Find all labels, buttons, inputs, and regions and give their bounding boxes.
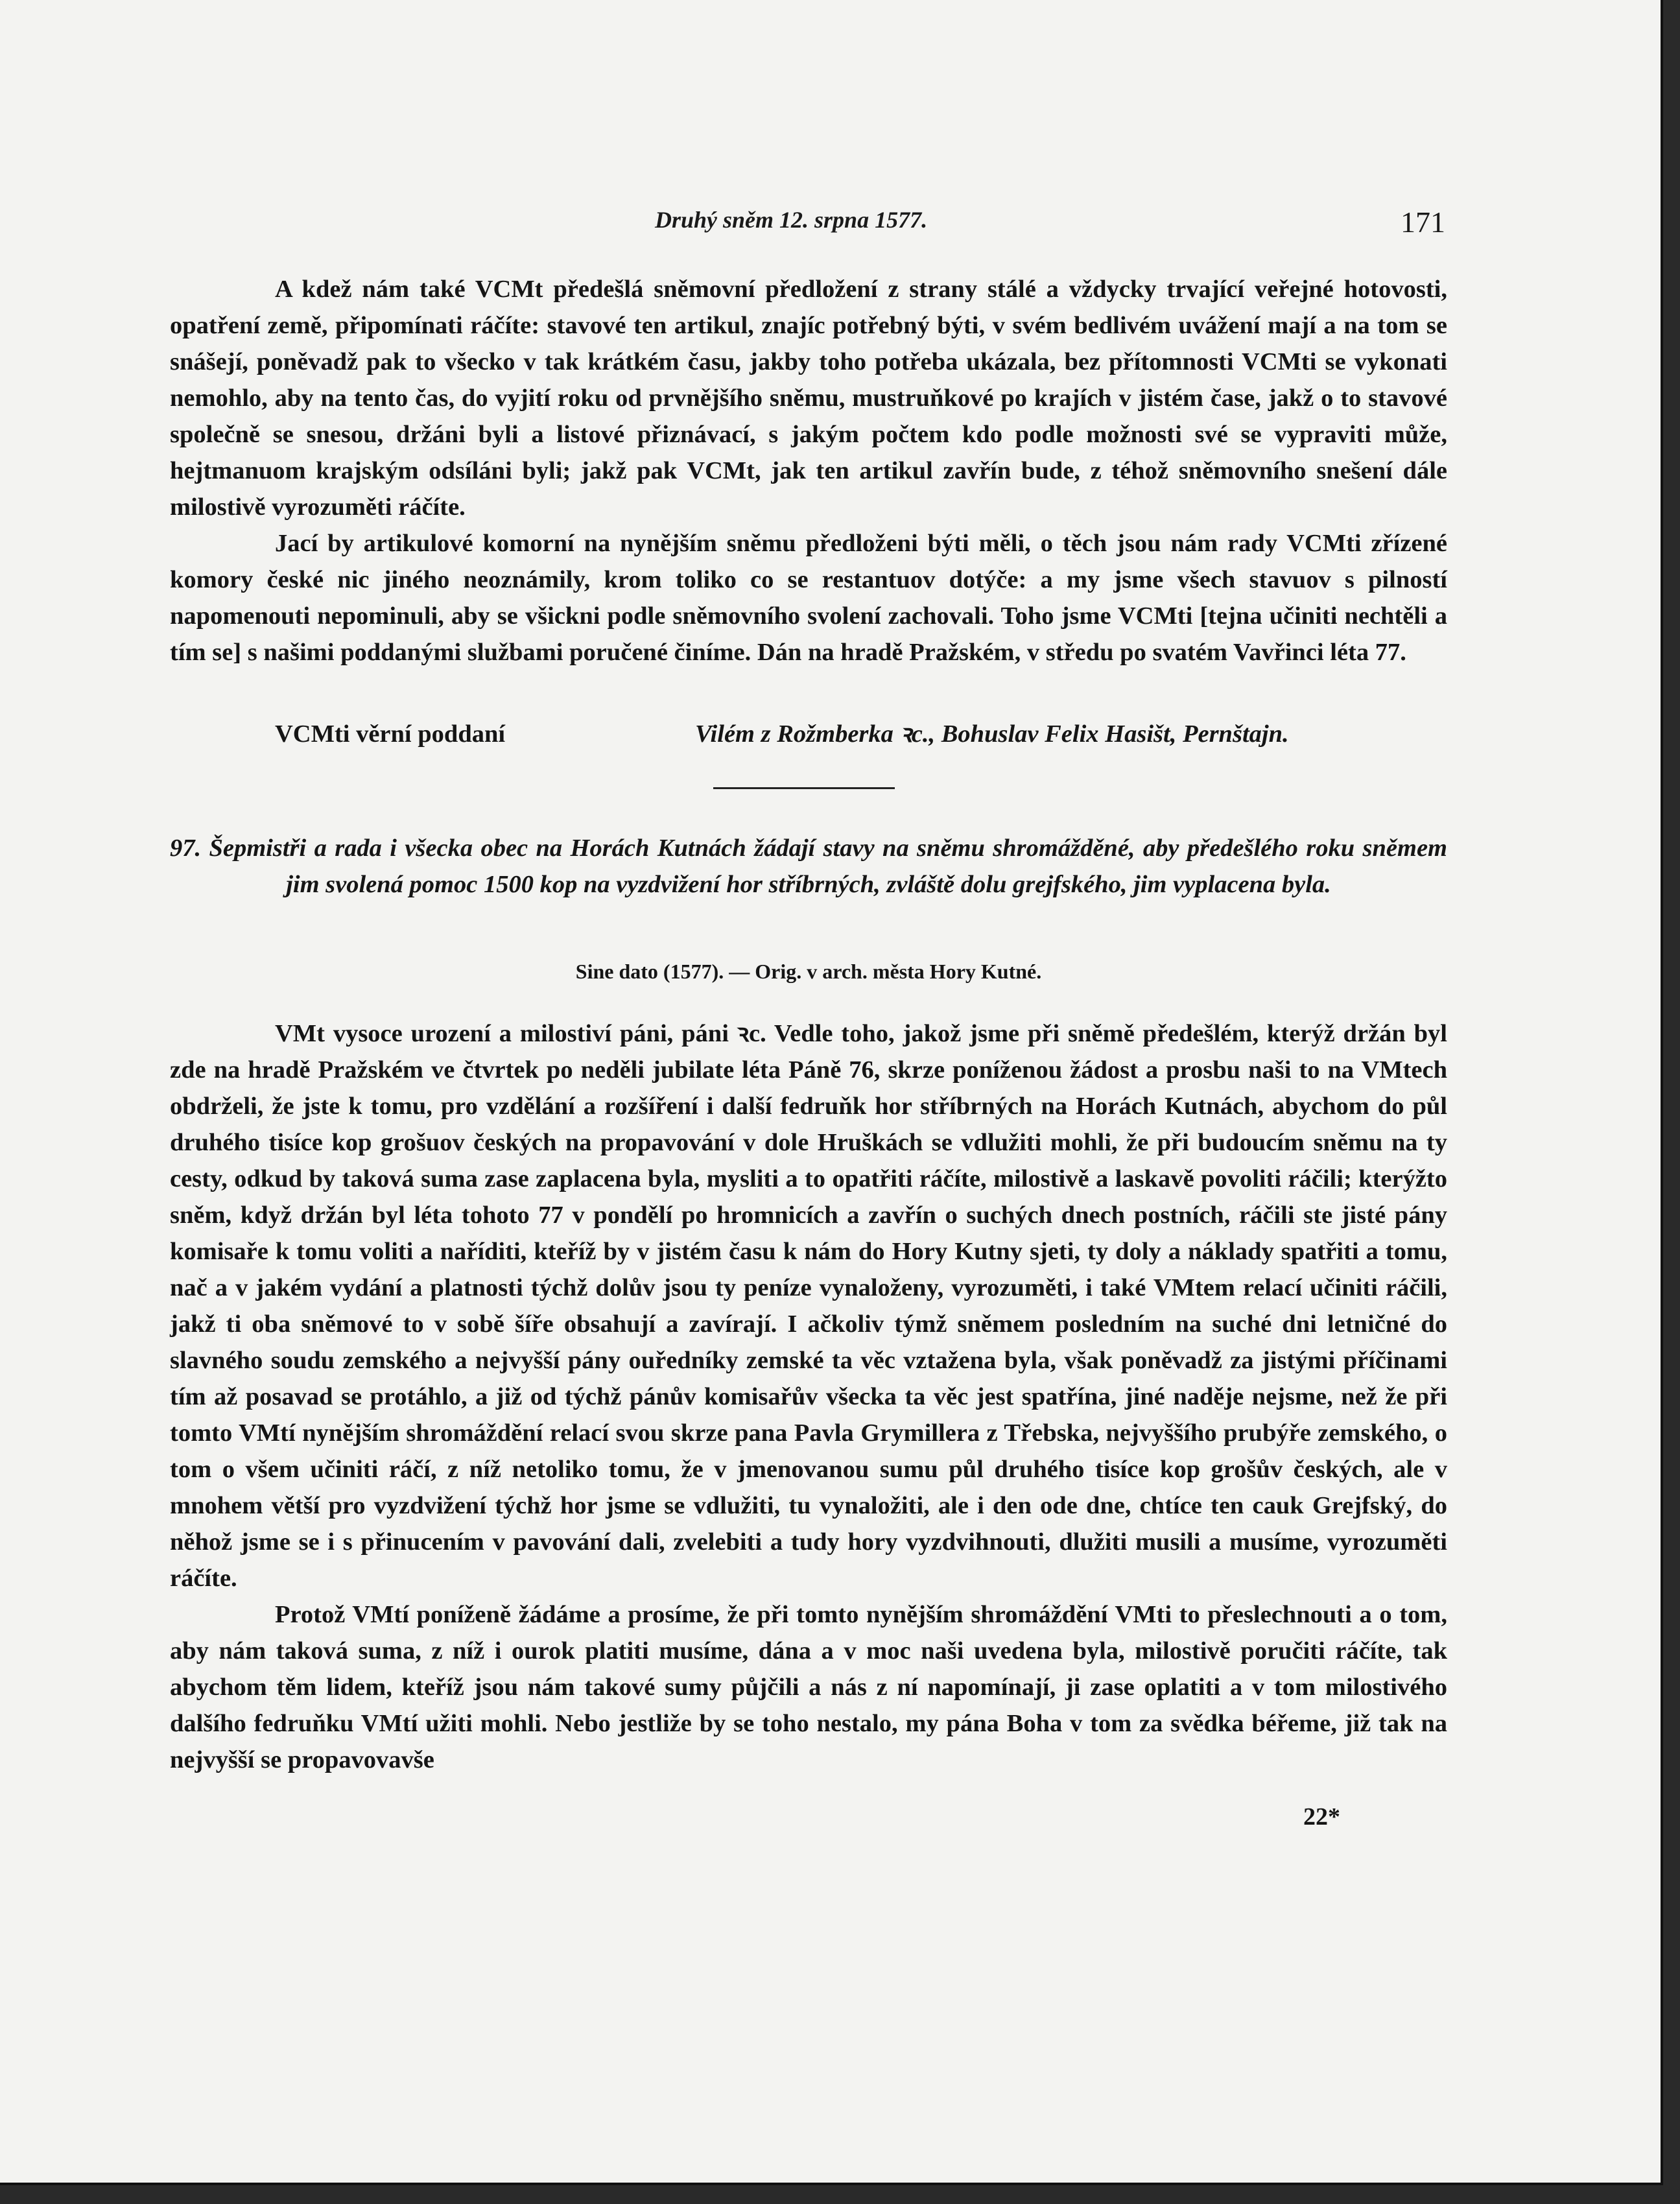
signature-left: VCMti věrní poddaní	[275, 720, 506, 748]
document97-text	[170, 1015, 1447, 1778]
source-note: Sine dato (1577). — Orig. v arch. města Hory Kutné.	[575, 960, 1042, 983]
signature-right: Vilém z Rožmberka ꝛc., Bohuslav Felix Hasišt, Pernštajn.	[695, 720, 1289, 748]
page-number: 171	[1401, 206, 1445, 239]
document-heading: 97. Šepmistři a rada i všecka obec na Horách Kutnách žádají stavy na sněmu shromážděné, aby předešlého roku sněmem jim svolená pomoc 1500 kop na vyzdvižení hor stříbrných, zvláště dolu grejfského, jim vyplacena byla.	[170, 835, 1447, 898]
running-title: Druhý sněm 12. srpna 1577.	[655, 207, 928, 233]
signature-line	[170, 716, 1447, 752]
section1-text	[170, 271, 1447, 670]
signature-mark: 22*	[1303, 1803, 1340, 1831]
section-divider	[713, 787, 895, 789]
paragraph: Jací by artikulové komorní na nynějším sněmu předloženi býti měli, o těch jsou nám rady VCMti zřízené komory české nic jiného neoznámily, krom toliko co se restantuov dotýče: a my jsme všech stavuov s pilností napomenouti nepominuli, aby se všickni podle sněmovního svolení zachovali. Toho jsme VCMti [tejna učiniti nechtěli a tím se] s našimi poddanými službami poručené činíme. Dán na hradě Pražském, v středu po svatém Vavřinci léta 77.	[170, 530, 1447, 666]
paragraph: A kdež nám také VCMt předešlá sněmovní předložení z strany stálé a vždycky trvající veřejné hotovosti, opatření země, připomínati ráčíte: stavové ten artikul, znajíc potřebný býti, v svém bedlivém uvážení mají a na tom se snášejí, poněvadž pak to všecko v tak krátkém času, jakby toho potřeba ukázala, bez přítomnosti VCMti se vykonati nemohlo, aby na tento čas, do vyjití roku od prvnějšího sněmu, mustruňkové po krajích v jistém čase, jakž o to stavové společně se snesou, držáni byli a listové přiznávací, s jakým počtem kdo podle možnosti své se vypraviti může, hejtmanuom krajským odsíláni byli; jakž pak VCMt, jak ten artikul zavřín bude, z téhož sněmovního snešení dále milostivě vyrozuměti ráčíte.	[170, 276, 1447, 521]
paragraph: VMt vysoce urození a milostiví páni, páni ꝛc. Vedle toho, jakož jsme při sněmě předešlém, kterýž držán byl zde na hradě Pražském ve čtvrtek po neděli jubilate léta Páně 76, skrze poníženou žádost a prosbu naši to na VMtech obdrželi, že jste k tomu, pro vzdělání a rozšíření i další fedruňk hor stříbrných na Horách Kutnách, abychom do půl druhého tisíce kop grošuov českých na propavování v dole Hruškách se vdlužiti mohli, že při budoucím sněmu na ty cesty, odkud by taková suma zase zaplacena byla, mysliti a to opatřiti ráčíte, milostivě a laskavě povoliti ráčili; kterýžto sněm, když držán byl léta tohoto 77 v pondělí po hromnicích a zavřín o suchých dnech postních, ráčili ste jisté pány komisaře k tomu voliti a naříditi, kteříž by v jistém času k nám do Hory Kutny sjeti, ty doly a náklady spatřiti a tomu, nač a v jakém vydání a platnosti týchž dolův jsou ty peníze vynaloženy, vyrozuměti, i také VMtem relací učiniti ráčili, jakž ti oba sněmové to v sobě šíře obsahují a zavírají. I ačkoliv týmž sněmem posledním na suché dni letničné do slavného soudu zemského a nejvyšší pány ouředníky zemské ta věc vztažena byla, však poněvadž za jistými příčinami tím až posavad se protáhlo, a již od týchž pánův komisařův všecka ta věc jest spatřína, jiné naděje nejsme, než že při tomto VMtí nynějším shromáždění relací svou skrze pana Pavla Grymillera z Třebska, nejvyššího prubýře zemského, o tom o všem učiniti ráčí, z níž netoliko tomu, že v jmenovanou sumu půl druhého tisíce kop grošův českých, ale v mnohem větší pro vyzdvižení týchž hor jsme se vdlužiti, tu vynaložiti, ale i den ode dne, chtíce ten cauk Grejfský, do něhož jsme se i s přinucením v pavování dali, zvelebiti a tudy hory vyzdvihnouti, dlužiti musili a musíme, vyrozuměti ráčíte.	[170, 1020, 1447, 1592]
paragraph: Protož VMtí poníženě žádáme a prosíme, že při tomto nynějším shromáždění VMti to přeslechnouti a o tom, aby nám taková suma, z níž i ourok platiti musíme, dána a v moc naši uvedena byla, milostivě poručiti ráčíte, tak abychom těm lidem, kteříž jsou nám takové sumy půjčili a nás z ní napomínají, ji zase oplatiti a v tom milostivého dalšího fedruňku VMtí užiti mohli. Nebo jestliže by se toho nestalo, my pána Boha v tom za svědka béřeme, již tak na nejvyšší se propavovavše	[170, 1601, 1447, 1773]
